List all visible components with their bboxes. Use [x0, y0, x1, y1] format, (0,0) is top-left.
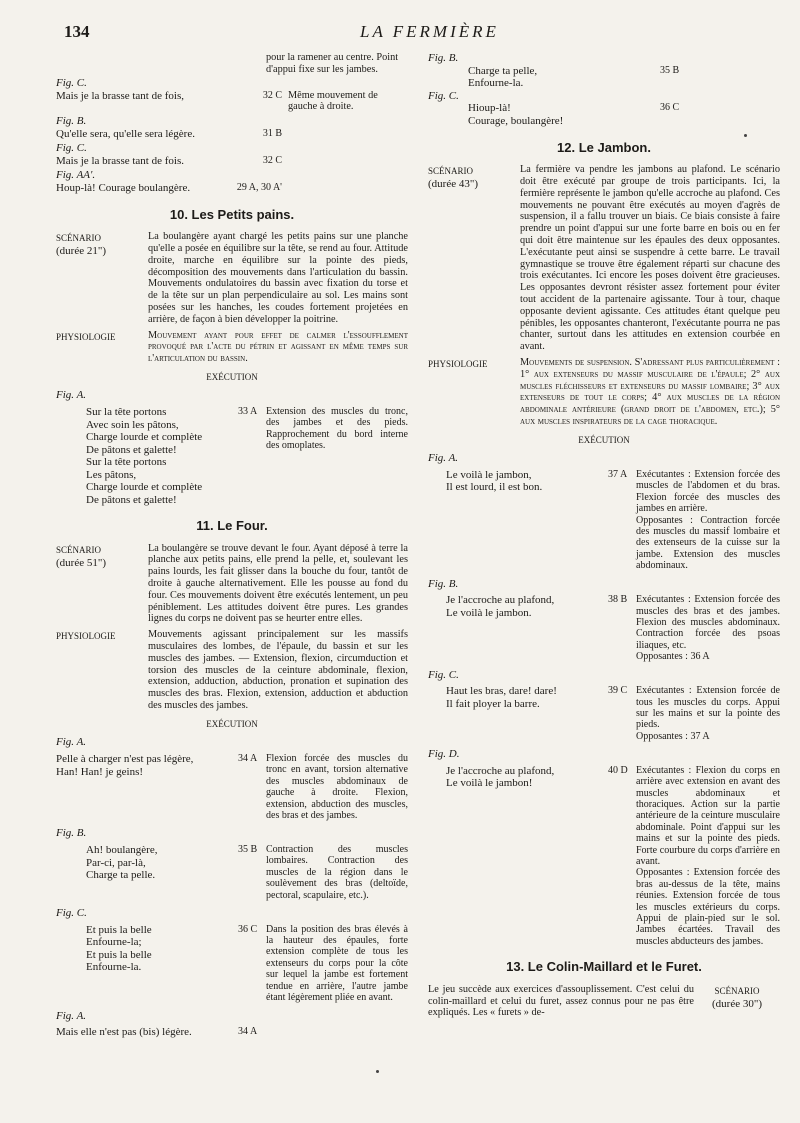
exercise-row [428, 594, 780, 662]
verse-line [428, 65, 780, 90]
figure-code: 35 B [660, 64, 680, 76]
physiology-label: PHYSIOLOGIE [428, 358, 488, 369]
fig-label: Fig. B. [56, 827, 87, 840]
verse: Je l'accroche au plafond, Le voilà le jambon. [446, 594, 555, 619]
duration: (durée 43") [428, 178, 478, 191]
scenario-text: La boulangère se trouve devant le four. Ayant déposé à terre la planche aux petits pains, elle prend la pelle, et, soulevant les pains lourds, les fait glisser dans la bouche du four, tantôt de droite à gauche alternativement. Elle les pousse au fond du four. Ces mouvements doivent être exécutés lentement, un peu péniblement. Les attitudes doivent être pures. Les grandes lignes du corps ne doivent pas se heurter entre elles. [148, 542, 408, 625]
fig-label: Fig. C. [56, 907, 87, 920]
physiology-text: Mouvements agissant principalement sur les massifs musculaires des lombes, de l'épaule, du bassin et sur les muscles des jambes. — Extension, flexion, circumduction et torsion des muscles de la ceinture abdominale, flexion, extension, adduction, abduction, pronation et supination des muscles des bras. Flexion, extension, adduction et abduction des muscles des jambes. [148, 629, 408, 712]
spacer [282, 182, 408, 195]
verse: Le voilà le jambon, Il est lourd, il est bon. [446, 468, 543, 494]
figure-code: 32 C [262, 89, 282, 101]
figure-code: 29 A, 30 A' [236, 181, 282, 193]
description: Dans la position des bras élevés à la hauteur des épaules, forte extension complète de tous les extenseurs du corps pour la côte sur lequel la jambe est fortement tendue en arrière, l'autre jambe étant légèrement pliée en avant. [266, 923, 408, 1004]
figure-code: 34 A [238, 1026, 258, 1038]
verse-line [56, 155, 408, 168]
description [266, 1026, 408, 1039]
scenario-11 [56, 543, 408, 626]
verse: Mais elle n'est pas (bis) légère. [56, 1026, 192, 1039]
verse-line [56, 182, 408, 195]
exercise-row [428, 469, 780, 572]
exercise-row [56, 844, 408, 901]
section-title-10: 10. Les Petits pains. [169, 206, 295, 222]
duration: (durée 30") [712, 997, 762, 1010]
verse: Pelle à charger n'est pas légère, Han! Han! je geins! [56, 753, 194, 778]
physiology-12 [428, 357, 780, 428]
fig-label: Fig. C. [428, 89, 459, 102]
section-title-11: 11. Le Four. [196, 518, 268, 534]
right-column [428, 52, 780, 1023]
fig-label: Fig. B. [428, 52, 459, 64]
figure-code: 34 A [238, 753, 258, 765]
execution-label: EXÉCUTION [206, 371, 258, 382]
exercise-row [56, 406, 408, 506]
verse: Mais je la brasse tant de fois, [56, 89, 184, 102]
figure-code: 37 A [608, 468, 628, 480]
fig-label: Fig. A. [56, 736, 87, 749]
fig-label: Fig. A. [56, 389, 87, 402]
figure-code: 33 A [238, 406, 258, 418]
fig-label: Fig. C. [56, 142, 87, 155]
figure-code: 36 C [660, 102, 680, 114]
print-speck [744, 134, 747, 137]
verse-line [56, 128, 408, 141]
page-number: 134 [64, 22, 90, 41]
spacer [282, 128, 408, 141]
scenario-text: Le jeu succède aux exercices d'assouplissement. C'est celui du colin-maillard et celui du furet, assez connus pour ne pas être expliqués. Les « furets » de- [428, 983, 694, 1019]
duration: (durée 21") [56, 245, 106, 258]
description: Exécutantes : Extension forcée des muscles des bras et des jambes. Flexion des muscles abdominaux. Contraction forcée des psoas iliaques, etc. Opposantes : 36 A [636, 594, 780, 663]
fig-label: Fig. A. [428, 452, 459, 465]
execution-label: EXÉCUTION [578, 434, 630, 445]
spacer [282, 155, 408, 168]
left-column [56, 52, 408, 1039]
figure-code: 31 B [262, 127, 282, 139]
physiology-10 [56, 330, 408, 365]
verse: Ah! boulangère, Par-ci, par-là, Charge ta pelle. [86, 844, 158, 882]
description: Exécutantes : Extension forcée de tous les muscles du corps. Appui sur les mains et sur la pointe des pieds. Opposantes : 37 A [636, 685, 780, 742]
scenario-text: La fermière va pendre les jambons au plafond. Le scénario doit être exécuté par groupe de trois participants. Ici, la fermière représente le jambon qu'elle accroche au plafond. Ces mouvements ne pouvant être exécutés au moyen d'agrès de suspension, il a fallu trouver un biais. Ce biais consiste à faire prendre un point d'appui sur une forte barre en bois ou en fer qui doit être maintenue sur les épaules des deux opposantes. L'exécutante peut ainsi se suspendre à cette barre. Le travail gymnastique se trouve être également réparti sur chacune des trois exécutantes. Ici encore les poses doivent être gracieuses. Les opposantes devront résister assez fortement pour éviter tout accident de la partenaire agissante. Tour à tour, chaque opposante devient agissante. Ces attitudes étant quelque peu pénibles, les opposantes chanteront, l'exécutante pourra ne pas chanter, surtout dans les attitudes en extension courbée en avant. [520, 164, 780, 353]
running-title: LA FERMIÈRE [360, 22, 499, 41]
figure-code: 39 C [608, 685, 628, 697]
fig-label: Fig. A. [56, 1009, 87, 1022]
description: Extension des muscles du tronc, des jambes et des pieds. Rapprochement du bord interne des omoplates. [266, 406, 408, 452]
description: Exécutantes : Flexion du corps en arrière avec extension en avant des muscles abdominaux et thoraciques. Action sur la partie antérieure de la ceinture musculaire abdominale. Point d'appui sur les mains et sur la pointe des pieds. Forte courbure du corps d'arrière en avant. Opposantes : Extension forcée des bras au-dessus de la tête, mains réunies. Extension forcée de tous les muscles extérieurs du corps. Appui de plain-pied sur le sol. Jambes écartées. Travail des muscles abducteurs des jambes. [636, 764, 780, 947]
fig-label: Fig. D. [428, 748, 460, 761]
physiology-text: Mouvements de suspension. S'adressant plus particulièrement : 1° aux extenseurs du massif musculaire de l'épaule; 2° aux muscles fléchisseurs et extenseurs du massif lombaire; 3° aux extenseurs de tout le corps; 4° aux muscles de la région abdominale antérieure (grand droit de l'abdomen, etc.); 5° aux muscles inspirateurs de la cage thoracique. [520, 356, 780, 427]
description: Flexion forcée des muscles du tronc en avant, torsion alternative des muscles abdominaux de gauche à droite. Flexion, extension, abduction des muscles, des bras et des jambes. [266, 753, 408, 822]
physiology-label: PHYSIOLOGIE [56, 331, 116, 342]
exercise-row [56, 924, 408, 1004]
exercise-row [56, 753, 408, 821]
continued-note: pour la ramener au centre. Point d'appui fixe sur les jambes. [266, 52, 399, 75]
verse-line [56, 90, 408, 113]
fig-label: Fig. AA'. [56, 169, 96, 182]
scenario-12 [428, 164, 780, 353]
exercise-row [428, 765, 780, 948]
section-title-13: 13. Le Colin-Maillard et le Furet. [506, 959, 702, 975]
description: Contraction des muscles lombaires. Contraction des muscles de la région dans le soulèvement des bras (deltoïde, pectoral, scapulaire, etc.). [266, 844, 408, 901]
print-speck [376, 1070, 379, 1073]
fig-label: Fig. C. [428, 668, 459, 681]
top-verses [428, 52, 780, 128]
verse-line [428, 102, 780, 127]
verse: Sur la tête portons Avec soin les pâtons, Charge lourde et complète De pâtons et galette! Sur la tête portons Les pâtons, Charge lourde et complète De pâtons et galette! [86, 406, 203, 506]
fig-label: Fig. C. [56, 77, 87, 90]
verse: Mais je la brasse tant de fois. [56, 154, 184, 167]
scenario-10 [56, 231, 408, 325]
scenario-13 [428, 984, 780, 1019]
description: Exécutantes : Extension forcée des muscles de l'abdomen et du bras. Flexion forcée des muscles des jambes en arrière. Opposantes : Contraction forcée des muscles du massif lombaire et des extenseurs de la cuisse sur la jambe. Extension des muscles abdominaux. [636, 468, 780, 572]
figure-code: 40 D [608, 764, 628, 776]
verse: Je l'accroche au plafond, Le voilà le jambon! [446, 764, 555, 790]
duration: (durée 51") [56, 556, 106, 569]
fig-label: Fig. B. [56, 114, 87, 127]
section-title-12: 12. Le Jambon. [557, 139, 651, 155]
verse: Et puis la belle Enfourne-la; Et puis la belle Enfourne-la. [86, 923, 152, 974]
verse: Haut les bras, dare! dare! Il fait ployer la barre. [446, 685, 557, 710]
physiology-11 [56, 629, 408, 712]
exercise-row [428, 685, 780, 742]
verse: Hioup-là! Courage, boulangère! [468, 102, 564, 127]
exercise-list [56, 736, 408, 1038]
exercise-row [56, 1026, 408, 1039]
verse: Charge ta pelle, Enfourne-la. [468, 64, 538, 90]
fig-label: Fig. B. [428, 577, 459, 590]
physiology-text: Mouvement ayant pour effet de calmer l'essoufflement provoqué par l'acte du pétrin et agissant en même temps sur l'articulation du bassin. [148, 329, 408, 365]
scenario-label: SCÉNARIO [56, 233, 102, 244]
exercise-list [428, 452, 780, 947]
top-verses [56, 77, 408, 194]
figure-code: 36 C [238, 923, 258, 935]
scenario-label: SCÉNARIO [428, 166, 474, 177]
figure-code: 32 C [262, 154, 282, 166]
figure-code: 38 B [608, 594, 628, 606]
note: Même mouvement de gauche à droite. [288, 89, 378, 113]
verse: Houp-là! Courage boulangère. [56, 181, 191, 194]
physiology-label: PHYSIOLOGIE [56, 631, 116, 642]
scenario-text: La boulangère ayant chargé les petits pains sur une planche qu'elle a posée en équilibre sur la tête, se rend au four. Attitude droite, marche en équilibre sur la pointe des pieds, décomposition des mouvements dans l'articulation du bassin. Mouvements ondulatoires du bassin avec fixation du torse et de la tête sur un plan perpendiculaire au sol. Les mains sont posées sur les hanches, les coudes fortement projetées en arrière, de façon à bien développer la poitrine. [148, 231, 408, 325]
execution-label: EXÉCUTION [206, 718, 258, 729]
scenario-label: SCÉNARIO [714, 985, 760, 996]
scenario-label: SCÉNARIO [56, 544, 102, 555]
figure-code: 35 B [238, 844, 258, 856]
verse: Qu'elle sera, qu'elle sera légère. [56, 127, 195, 140]
